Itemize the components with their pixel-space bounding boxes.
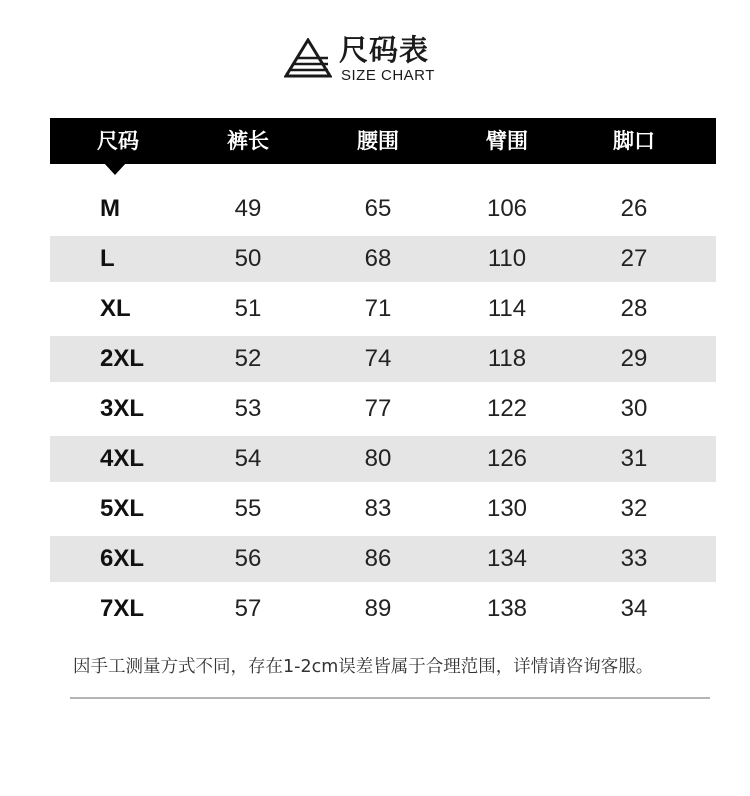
pants-length-cell: 57 [234,595,262,622]
leg-opening-cell: 28 [620,295,648,322]
waist-cell: 65 [364,195,392,222]
pants-length-cell: 49 [234,195,262,222]
waist-cell: 80 [364,445,392,472]
header-pointer-arrow [104,163,126,175]
pants-length-cell: 52 [234,345,262,372]
waist-cell: 89 [364,595,392,622]
table-row [50,586,716,632]
page-subtitle: SIZE CHART [341,67,435,84]
arm-cell: 126 [486,445,528,472]
size-cell: 3XL [100,395,145,422]
arm-cell: 110 [487,245,527,272]
table-row [50,336,716,382]
pants-length-cell: 50 [234,245,262,272]
pants-length-cell: 51 [234,295,262,322]
pants-length-cell: 54 [234,445,262,472]
table-header-row [50,118,716,164]
leg-opening-cell: 32 [620,495,648,522]
arm-cell: 122 [486,395,528,422]
measurement-note: 因手工测量方式不同，存在1-2cm误差皆属于合理范围，详情请咨询客服。 [73,657,654,677]
table-row [50,386,716,432]
table-row [50,186,716,232]
waist-cell: 83 [364,495,392,522]
waist-cell: 74 [364,345,392,372]
size-cell: 4XL [100,445,145,472]
column-header-leg-opening: 脚口 [613,129,655,153]
leg-opening-cell: 27 [620,245,648,272]
arm-cell: 106 [486,195,528,222]
size-cell: M [100,195,120,222]
column-header-arm: 臂围 [486,129,528,153]
column-header-waist: 腰围 [357,129,399,153]
size-chart-header [0,0,750,100]
leg-opening-cell: 34 [620,595,648,622]
size-cell: XL [100,295,131,322]
column-header-pants-length: 裤长 [227,129,269,153]
size-cell: 7XL [100,595,145,622]
size-cell: 2XL [100,345,145,372]
size-cell: 6XL [100,545,145,572]
table-row [50,436,716,482]
divider [70,697,710,699]
pants-length-cell: 56 [234,545,262,572]
arm-cell: 130 [486,495,528,522]
arm-cell: 118 [487,345,527,372]
table-row [50,236,716,282]
table-row [50,486,716,532]
waist-cell: 68 [364,245,392,272]
triangle-lines-logo-icon [284,38,332,78]
page-title: 尺码表 [339,33,430,67]
pants-length-cell: 53 [234,395,262,422]
leg-opening-cell: 31 [620,445,648,472]
size-cell: 5XL [100,495,145,522]
leg-opening-cell: 29 [620,345,648,372]
leg-opening-cell: 26 [620,195,648,222]
size-table-body [50,186,716,636]
arm-cell: 138 [486,595,528,622]
table-row [50,536,716,582]
leg-opening-cell: 33 [620,545,648,572]
column-header-size: 尺码 [97,129,139,153]
table-row [50,286,716,332]
arm-cell: 134 [486,545,528,572]
arm-cell: 114 [487,295,527,322]
waist-cell: 86 [364,545,392,572]
waist-cell: 71 [364,295,392,322]
waist-cell: 77 [364,395,392,422]
pants-length-cell: 55 [234,495,262,522]
leg-opening-cell: 30 [620,395,648,422]
size-cell: L [100,245,115,272]
